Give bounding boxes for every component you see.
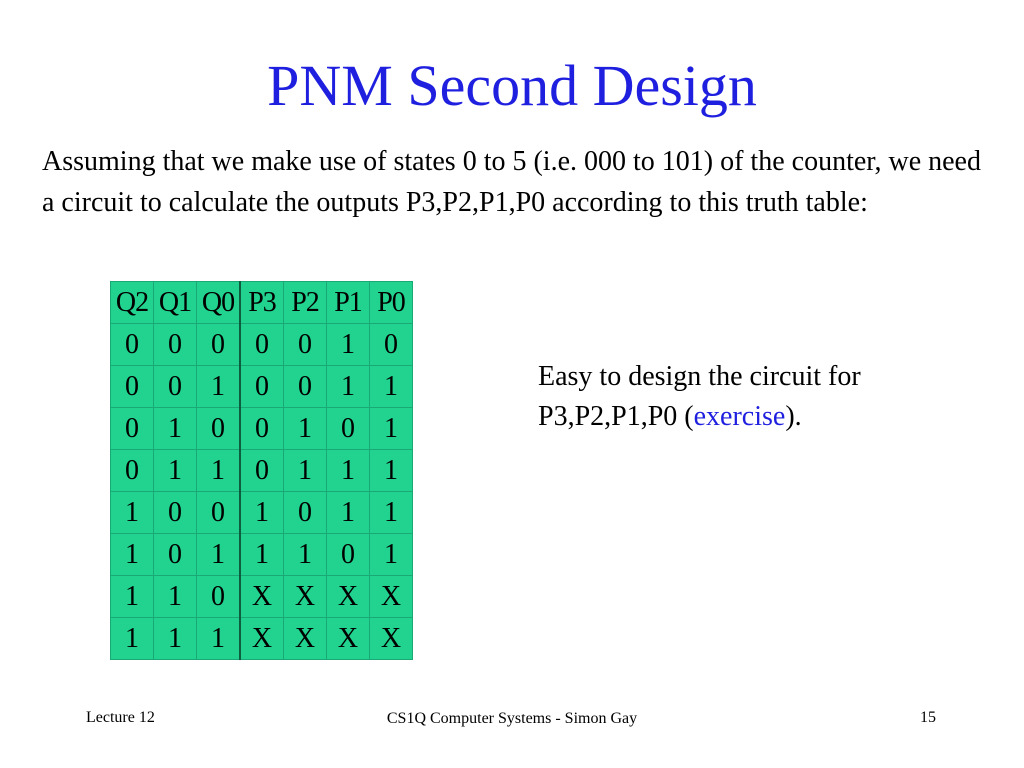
footer-lecture: Lecture 12 <box>86 709 155 726</box>
intro-paragraph: Assuming that we make use of states 0 to 5 (i.e. 000 to 101) of the counter, we need a circuit to calculate the outputs P3,P2,P1,P0 according to this truth table: <box>42 146 981 218</box>
header-p3: P3 <box>240 282 284 324</box>
table-cell: 1 <box>197 450 241 492</box>
table-row <box>111 366 413 408</box>
table-cell: X <box>370 576 413 618</box>
header-q1: Q1 <box>154 282 197 324</box>
header-p0: P0 <box>370 282 413 324</box>
table-cell: 1 <box>111 534 154 576</box>
design-note <box>538 357 978 437</box>
header-p2: P2 <box>284 282 327 324</box>
header-p1: P1 <box>327 282 370 324</box>
table-cell: X <box>240 576 284 618</box>
table-cell: 0 <box>111 408 154 450</box>
table-cell: 1 <box>284 408 327 450</box>
table-cell: 1 <box>327 324 370 366</box>
table-cell: 0 <box>154 324 197 366</box>
table-cell: 1 <box>327 492 370 534</box>
table-cell: 0 <box>197 492 241 534</box>
table-row <box>111 534 413 576</box>
table-row <box>111 576 413 618</box>
footer-course: CS1Q Computer Systems - Simon Gay <box>386 710 638 727</box>
table-cell: 1 <box>240 492 284 534</box>
table-cell: 0 <box>240 450 284 492</box>
slide-title: PNM Second Design <box>267 53 757 118</box>
table-cell: 0 <box>327 408 370 450</box>
header-q2: Q2 <box>111 282 154 324</box>
table-cell: X <box>327 618 370 660</box>
table-cell: 1 <box>111 576 154 618</box>
table-cell: 0 <box>284 324 327 366</box>
truth-table-header-row <box>111 282 413 324</box>
table-cell: 0 <box>197 576 241 618</box>
table-cell: 1 <box>154 408 197 450</box>
table-cell: 1 <box>240 534 284 576</box>
table-cell: 0 <box>111 450 154 492</box>
table-cell: X <box>327 576 370 618</box>
table-cell: 0 <box>240 408 284 450</box>
table-cell: 0 <box>197 408 241 450</box>
table-row <box>111 618 413 660</box>
table-cell: 0 <box>197 324 241 366</box>
table-cell: 0 <box>154 366 197 408</box>
table-cell: 0 <box>284 492 327 534</box>
table-cell: 0 <box>111 324 154 366</box>
note-text: Easy to design the circuit for P3,P2,P1,P0 ( <box>538 361 861 432</box>
table-cell: 0 <box>154 534 197 576</box>
table-cell: 1 <box>327 450 370 492</box>
table-cell: 1 <box>370 366 413 408</box>
table-cell: 1 <box>370 492 413 534</box>
table-cell: 0 <box>240 366 284 408</box>
table-row <box>111 450 413 492</box>
table-row <box>111 324 413 366</box>
table-cell: 1 <box>284 534 327 576</box>
footer-page-number: 15 <box>920 709 936 726</box>
table-cell: 1 <box>154 576 197 618</box>
note-suffix: ). <box>785 401 802 432</box>
table-cell: 1 <box>370 450 413 492</box>
table-cell: 1 <box>327 366 370 408</box>
header-q0: Q0 <box>197 282 241 324</box>
exercise-link[interactable]: exercise <box>693 401 786 432</box>
table-cell: 1 <box>111 618 154 660</box>
table-cell: X <box>240 618 284 660</box>
table-cell: 0 <box>240 324 284 366</box>
table-cell: 1 <box>154 618 197 660</box>
table-row <box>111 492 413 534</box>
table-cell: 1 <box>197 366 241 408</box>
table-cell: 1 <box>370 534 413 576</box>
table-cell: 1 <box>197 534 241 576</box>
table-cell: 0 <box>284 366 327 408</box>
truth-table <box>110 281 413 660</box>
table-cell: X <box>284 618 327 660</box>
table-cell: 1 <box>111 492 154 534</box>
table-cell: 0 <box>154 492 197 534</box>
table-cell: 1 <box>154 450 197 492</box>
table-cell: 0 <box>370 324 413 366</box>
table-cell: 1 <box>197 618 241 660</box>
table-cell: 1 <box>370 408 413 450</box>
table-cell: X <box>370 618 413 660</box>
table-cell: X <box>284 576 327 618</box>
table-cell: 0 <box>327 534 370 576</box>
table-cell: 0 <box>111 366 154 408</box>
table-row <box>111 408 413 450</box>
table-cell: 1 <box>284 450 327 492</box>
